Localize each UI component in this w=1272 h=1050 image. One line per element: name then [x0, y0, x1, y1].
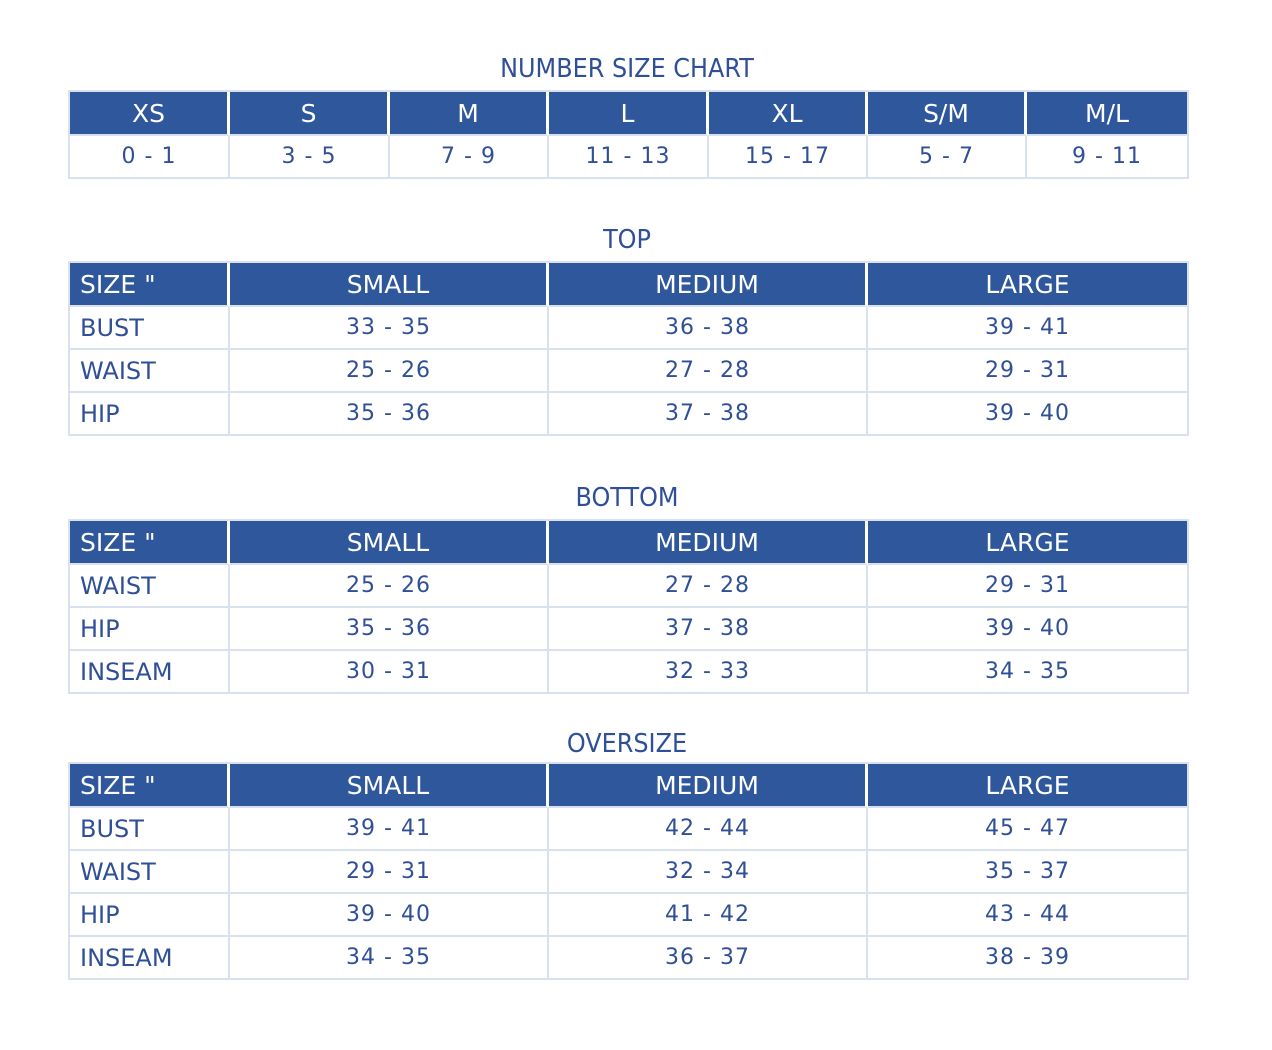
table-cell: 27 - 28 [549, 565, 868, 608]
number-size-table [68, 90, 1189, 179]
table-row [70, 393, 1187, 434]
size-header-xs: XS [70, 92, 230, 136]
table-cell: 32 - 33 [549, 651, 868, 692]
size-header-m-l: M/L [1027, 92, 1187, 136]
table-row [70, 565, 1187, 608]
table-row [70, 608, 1187, 651]
table-cell: 43 - 44 [868, 894, 1187, 937]
size-value-s-m: 5 - 7 [868, 136, 1027, 177]
size-value-m: 7 - 9 [390, 136, 549, 177]
row-label: INSEAM [70, 937, 230, 978]
top-title: TOP [603, 225, 651, 255]
medium-header: MEDIUM [549, 764, 868, 808]
table-cell: 35 - 36 [230, 393, 549, 434]
row-label: INSEAM [70, 651, 230, 692]
medium-header: MEDIUM [549, 263, 868, 307]
size-header-l: L [549, 92, 709, 136]
row-label: HIP [70, 608, 230, 651]
table-cell: 36 - 37 [549, 937, 868, 978]
row-label: HIP [70, 393, 230, 434]
table-cell: 36 - 38 [549, 307, 868, 350]
size-header-m: M [390, 92, 549, 136]
table-cell: 29 - 31 [230, 851, 549, 894]
oversize-size-table [68, 762, 1189, 980]
row-label: BUST [70, 307, 230, 350]
table-cell: 27 - 28 [549, 350, 868, 393]
table-row [70, 851, 1187, 894]
table-cell: 37 - 38 [549, 608, 868, 651]
top-size-table [68, 261, 1189, 436]
table-cell: 38 - 39 [985, 945, 1070, 970]
table-cell: 30 - 31 [230, 651, 549, 692]
small-header: SMALL [230, 263, 549, 307]
table-header-row [70, 92, 1187, 136]
bottom-size-table [68, 519, 1189, 694]
table-cell: 25 - 26 [230, 565, 549, 608]
small-header: SMALL [230, 764, 549, 808]
table-cell: 41 - 42 [549, 894, 868, 937]
size-header-s-m: S/M [868, 92, 1027, 136]
table-row [70, 937, 1187, 978]
table-cell: 42 - 44 [549, 808, 868, 851]
size-value-xl: 15 - 17 [709, 136, 868, 177]
row-label: WAIST [70, 565, 230, 608]
table-header-row [70, 764, 1187, 808]
table-row [70, 894, 1187, 937]
table-cell: 29 - 31 [868, 350, 1187, 393]
table-row [70, 307, 1187, 350]
size-value-xs: 0 - 1 [70, 136, 230, 177]
table-cell: 39 - 41 [230, 808, 549, 851]
table-cell: 33 - 35 [230, 307, 549, 350]
row-label: WAIST [70, 350, 230, 393]
oversize-title: OVERSIZE [566, 729, 688, 759]
size-inches-header: SIZE " [70, 263, 230, 307]
table-cell: 35 - 37 [868, 851, 1187, 894]
table-cell: 39 - 40 [868, 608, 1187, 651]
table-cell: 39 - 40 [985, 401, 1070, 426]
table-cell: 39 - 40 [230, 894, 549, 937]
table-cell: 25 - 26 [230, 350, 549, 393]
size-value-m-l: 9 - 11 [1072, 144, 1142, 169]
size-inches-header: SIZE " [70, 521, 230, 565]
table-cell: 35 - 36 [230, 608, 549, 651]
table-row [70, 808, 1187, 851]
size-value-s: 3 - 5 [230, 136, 390, 177]
large-header: LARGE [868, 521, 1187, 565]
table-cell: 37 - 38 [549, 393, 868, 434]
number-size-chart-title: NUMBER SIZE CHART [500, 54, 754, 84]
table-cell: 34 - 35 [230, 937, 549, 978]
row-label: BUST [70, 808, 230, 851]
table-cell: 32 - 34 [549, 851, 868, 894]
table-header-row [70, 263, 1187, 307]
table-cell: 29 - 31 [868, 565, 1187, 608]
size-inches-header: SIZE " [70, 764, 230, 808]
table-row [70, 350, 1187, 393]
medium-header: MEDIUM [549, 521, 868, 565]
small-header: SMALL [230, 521, 549, 565]
table-cell: 39 - 41 [868, 307, 1187, 350]
row-label: WAIST [70, 851, 230, 894]
large-header: LARGE [868, 764, 1187, 808]
table-row [70, 136, 1187, 177]
table-cell: 45 - 47 [868, 808, 1187, 851]
table-header-row [70, 521, 1187, 565]
size-header-s: S [230, 92, 390, 136]
large-header: LARGE [868, 263, 1187, 307]
size-value-l: 11 - 13 [549, 136, 709, 177]
table-row [70, 651, 1187, 692]
bottom-title: BOTTOM [575, 483, 679, 513]
size-header-xl: XL [709, 92, 868, 136]
table-cell: 34 - 35 [985, 659, 1070, 684]
row-label: HIP [70, 894, 230, 937]
